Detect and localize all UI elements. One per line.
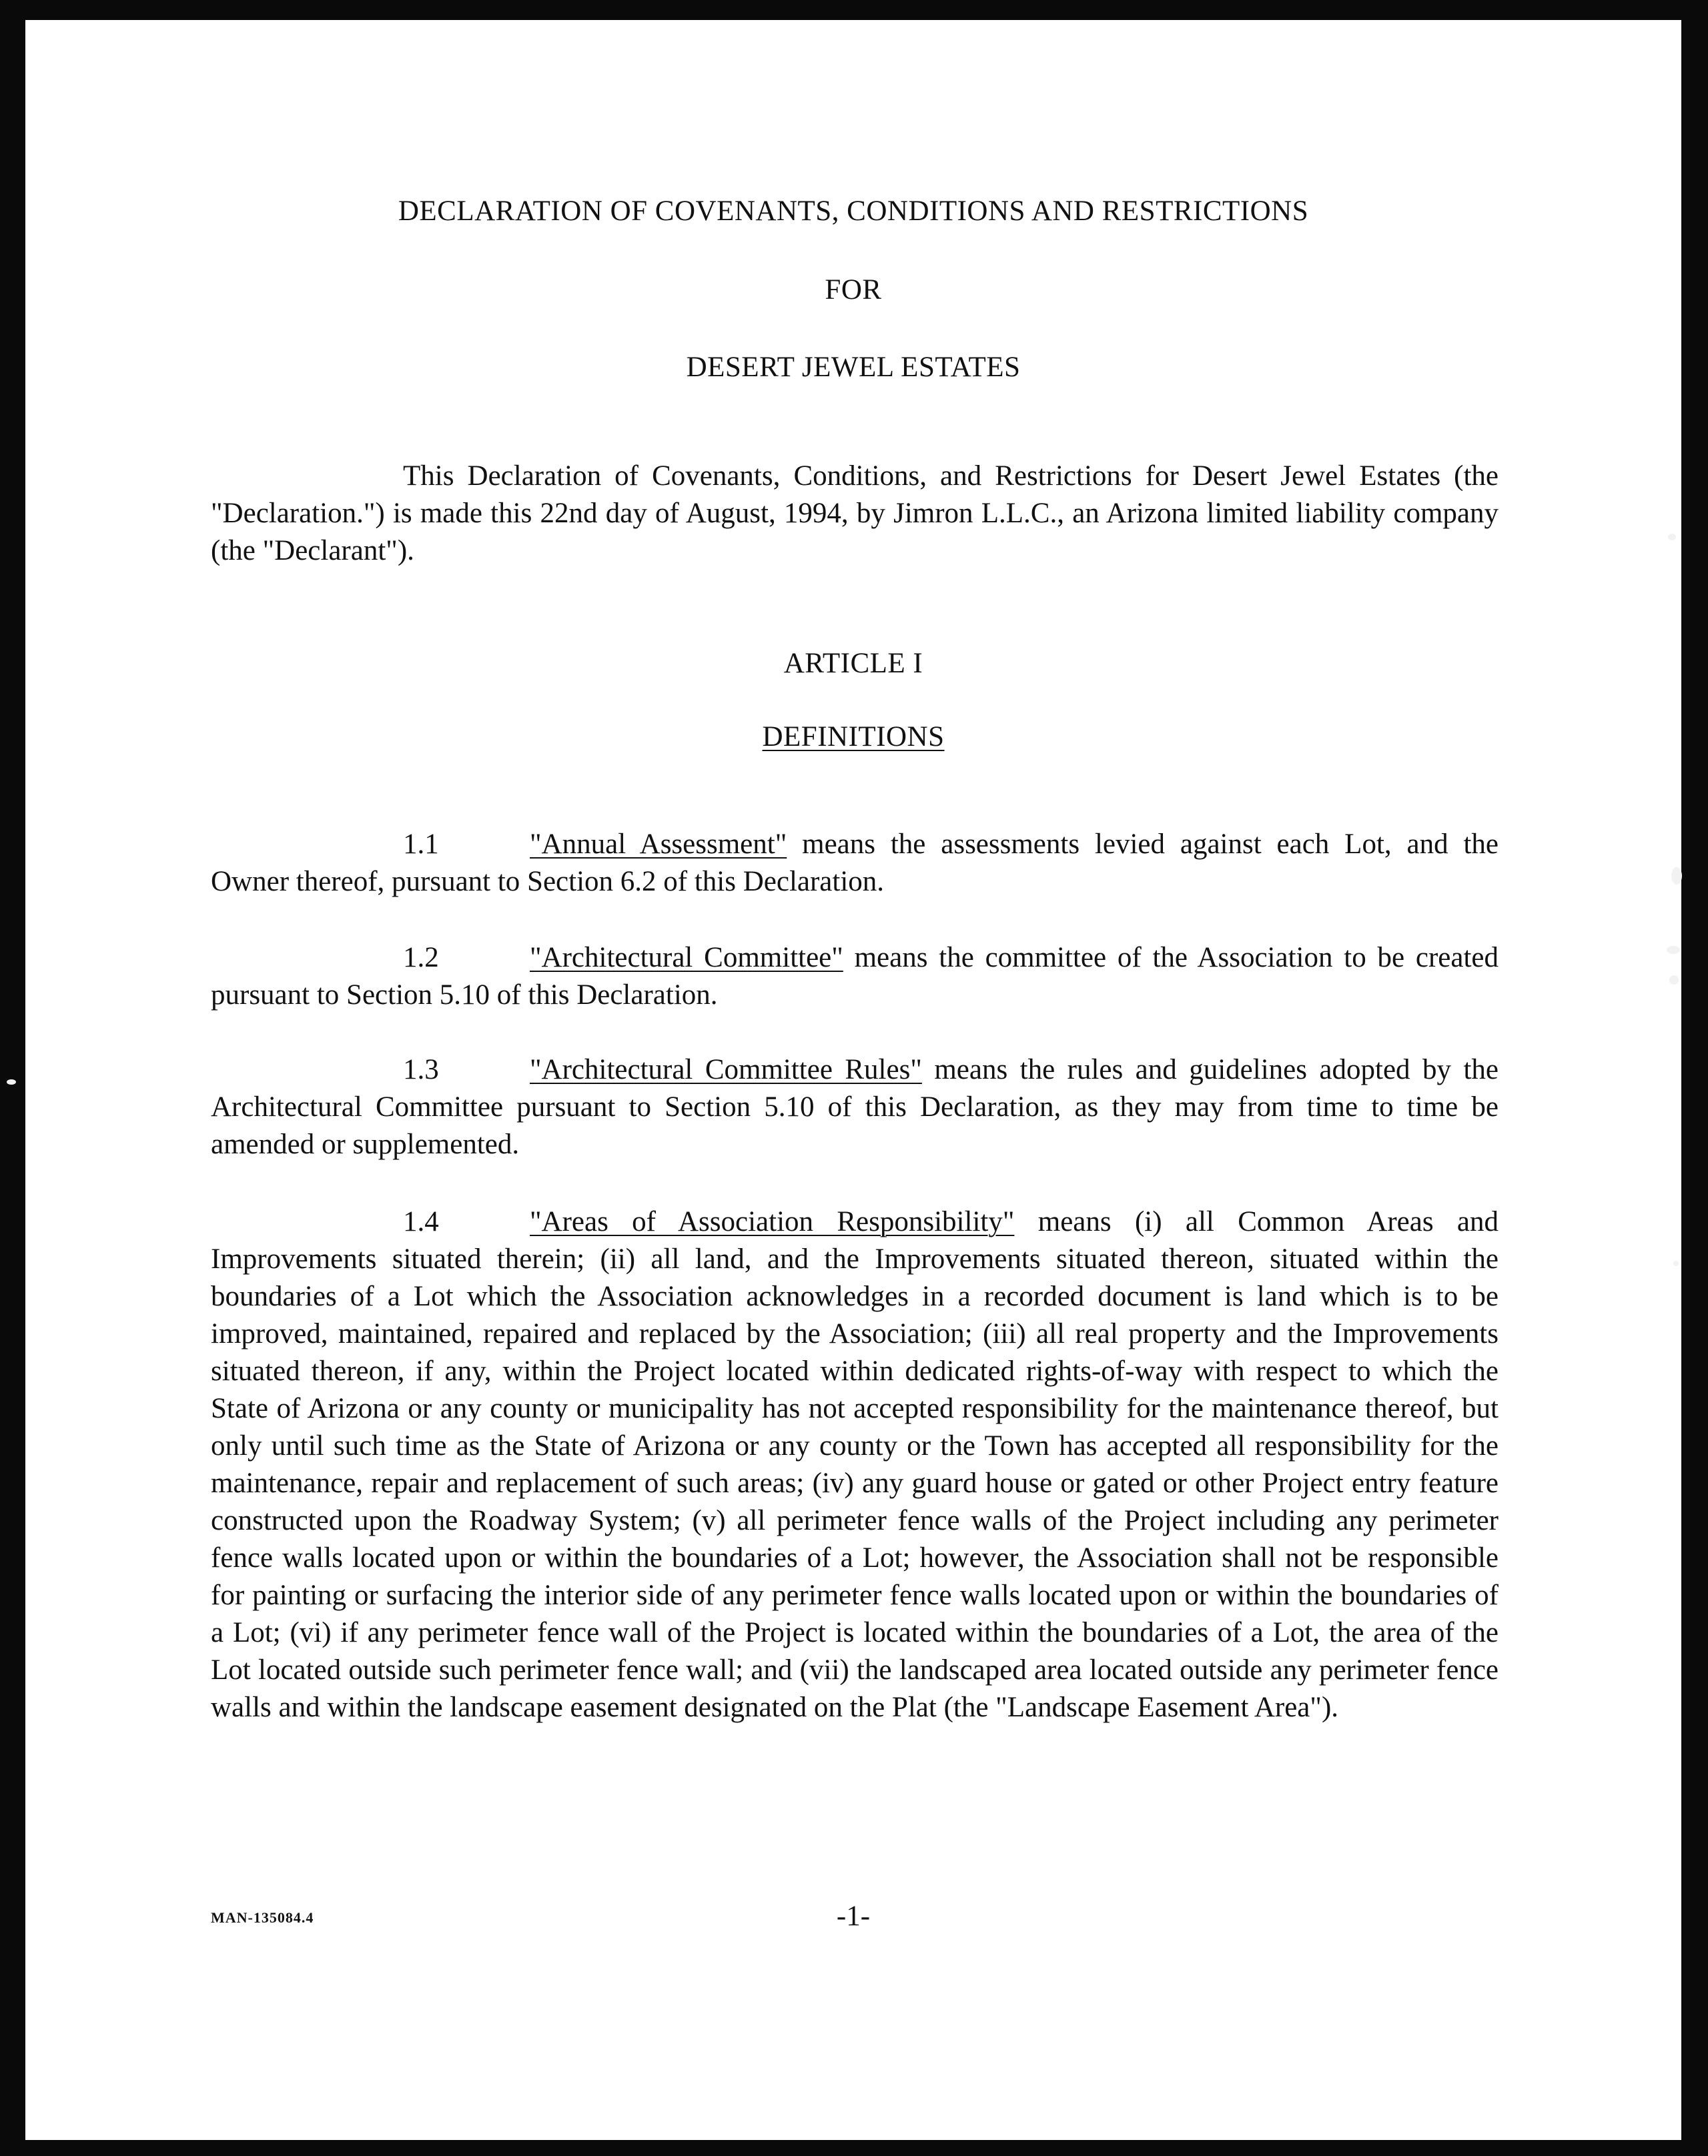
document-subtitle: DESERT JEWEL ESTATES	[686, 352, 1021, 383]
definition-text: means the committee of the Association to be created pursuant to Section 5.10 of this Declaration.	[211, 942, 1499, 1011]
definition-text: means (i) all Common Areas and Improvements situated therein; (ii) all land, and the Improvements situated thereon, situated within the boundaries of a Lot which the Association acknowledges in a recorded document is land which is to be improved, maintained, repaired and replaced by the Association; (iii) all real property and the Improvements situated thereon, if any, within the Project located within dedicated rights-of-way with respect to which the State of Arizona or any county or municipality has not accepted responsibility for the maintenance thereof, but only until such time as the State of Arizona or any county or the Town has accepted all responsibility for the maintenance, repair and replacement of such areas; (iv) any guard house or gated or other Project entry feature constructed upon the Roadway System; (v) all perimeter fence walls of the Project including any perimeter fence walls located upon or within the boundaries of a Lot; however, the Association shall not be responsible for painting or surfacing the interior side of any perimeter fence walls located upon or within the boundaries of a Lot; (vi) if any perimeter fence wall of the Project is located within the boundaries of a Lot, the area of the Lot located outside such perimeter fence wall; and (vii) the landscaped area located outside any perimeter fence walls and within the landscape easement designated on the Plat (the "Landscape Easement Area").	[211, 1206, 1499, 1723]
definition-1-2	[211, 939, 1499, 1014]
scan-speck	[1668, 534, 1676, 540]
document-id: MAN-135084.4	[211, 1909, 314, 1926]
article-subheading	[25, 720, 1681, 754]
definition-term: "Areas of Association Responsibility"	[530, 1206, 1015, 1237]
definition-1-1	[211, 826, 1499, 901]
scan-speck	[1671, 867, 1682, 885]
definition-term: "Architectural Committee Rules"	[530, 1054, 922, 1085]
document-page	[25, 20, 1681, 2140]
document-title: DECLARATION OF COVENANTS, CONDITIONS AND RESTRICTIONS	[398, 195, 1309, 227]
definitions-heading: DEFINITIONS	[762, 721, 945, 752]
definition-number: 1.3	[403, 1054, 439, 1085]
document-title-for: FOR	[825, 274, 882, 306]
scan-speck	[1667, 946, 1680, 954]
definition-number: 1.4	[403, 1206, 439, 1237]
scan-speck	[7, 1079, 16, 1085]
definition-number: 1.2	[403, 942, 439, 973]
scan-speck	[1673, 1261, 1679, 1266]
intro-text: This Declaration of Covenants, Conditions, and Restrictions for Desert Jewel Estates (the "Declaration.") is made this 22nd day of August, 1994, by Jimron L.L.C., an Arizona limited liability company (the "Declarant").	[211, 460, 1499, 566]
definition-1-4	[211, 1203, 1499, 1726]
definition-term: "Architectural Committee"	[530, 942, 843, 973]
definition-text: means the assessments levied against each Lot, and the Owner thereof, pursuant to Section 6.2 of this Declaration.	[211, 829, 1499, 897]
scan-speck	[1669, 975, 1679, 985]
definition-1-3	[211, 1051, 1499, 1163]
article-heading: ARTICLE I	[783, 648, 923, 679]
definition-number: 1.1	[403, 829, 439, 860]
intro-paragraph	[211, 458, 1499, 570]
definition-term: "Annual Assessment"	[530, 829, 787, 860]
page-number: -1-	[836, 1901, 871, 1932]
definition-text: means the rules and guidelines adopted by the Architectural Committee pursuant to Section 5.10 of this Declaration, as they may from time to time be amended or supplemented.	[211, 1054, 1499, 1160]
